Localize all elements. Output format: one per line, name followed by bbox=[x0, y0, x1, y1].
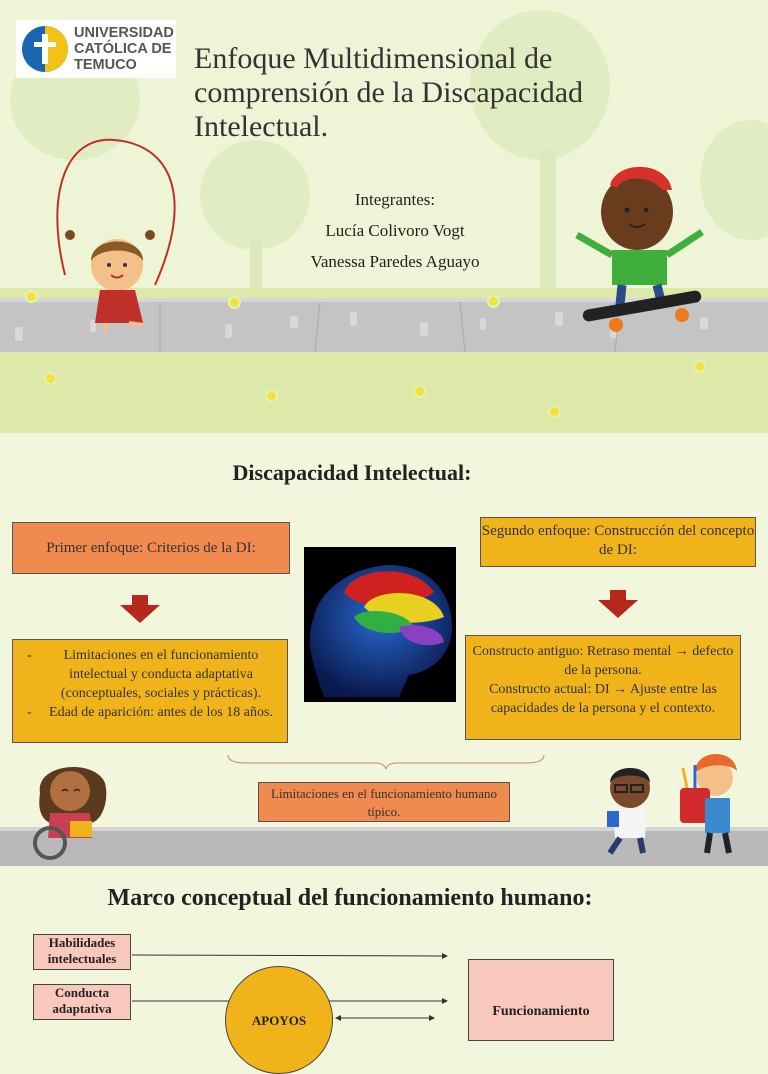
criteria-item: - Limitaciones en el funcionamiento intelectual y conducta adaptativa (conceptuales, sociales y prácticas). bbox=[23, 646, 281, 703]
section-title: Discapacidad Intelectual: bbox=[232, 460, 472, 485]
di-slide bbox=[0, 433, 768, 866]
supports-circle bbox=[225, 966, 333, 1074]
construct-new: Constructo actual: DI → Ajuste entre las capacidades de la persona y el contexto. bbox=[489, 682, 717, 716]
brace-connector bbox=[226, 753, 546, 769]
university-logo bbox=[16, 20, 176, 78]
limitations-box: Limitaciones en el funcionamiento humano típico. bbox=[258, 782, 510, 822]
flower bbox=[44, 372, 57, 385]
supports-label: APOYOS bbox=[251, 1013, 307, 1028]
logo-text-line: CATÓLICA DE bbox=[74, 41, 172, 57]
flower bbox=[25, 290, 38, 303]
flower bbox=[413, 385, 426, 398]
framework-slide bbox=[0, 866, 768, 1028]
adaptive-behavior-box: Conducta adaptativa bbox=[33, 984, 131, 1020]
flower bbox=[693, 360, 706, 373]
presentation-title: Enfoque Multidimensional de comprensión de la Discapacidad Intelectual. bbox=[194, 42, 584, 143]
logo-text-line: TEMUCO bbox=[74, 57, 137, 73]
brain-image bbox=[304, 547, 456, 702]
flower bbox=[228, 296, 241, 309]
member-name: Vanessa Paredes Aguayo bbox=[310, 252, 480, 271]
down-arrow-icon bbox=[120, 595, 160, 623]
first-approach-criteria bbox=[12, 639, 288, 743]
section-title: Marco conceptual del funcionamiento humano: bbox=[107, 885, 593, 911]
construct-old: Constructo antiguo: Retraso mental → defecto de la persona. bbox=[472, 644, 734, 678]
university-logo-mark bbox=[20, 24, 70, 74]
intellectual-skills-box: Habilidades intelectuales bbox=[33, 934, 131, 970]
second-approach-construct bbox=[465, 635, 741, 740]
title-slide bbox=[0, 0, 768, 433]
down-arrow-icon bbox=[598, 590, 638, 618]
criteria-item: - Edad de aparición: antes de los 18 años. bbox=[23, 703, 281, 722]
boy-skateboard-illustration bbox=[572, 160, 712, 340]
first-approach-header: Primer enfoque: Criterios de la DI: bbox=[12, 522, 290, 574]
member-name: Lucía Colivoro Vogt bbox=[325, 221, 465, 240]
girl-jumping-rope-illustration bbox=[45, 135, 195, 335]
flower bbox=[548, 405, 561, 418]
girl-wheelchair-illustration bbox=[20, 753, 120, 863]
double-arrow-icon bbox=[335, 1012, 435, 1024]
flower bbox=[487, 295, 500, 308]
kids-school-illustration bbox=[595, 743, 755, 863]
members-label: Integrantes: bbox=[354, 190, 436, 209]
functioning-box bbox=[468, 959, 614, 1041]
functioning-label: Funcionamiento bbox=[492, 1004, 590, 1019]
logo-text-line: UNIVERSIDAD bbox=[74, 25, 174, 41]
background-tree-trunk bbox=[540, 150, 556, 300]
flower bbox=[265, 389, 278, 402]
second-approach-header: Segundo enfoque: Construcción del concepto de DI: bbox=[480, 517, 756, 567]
